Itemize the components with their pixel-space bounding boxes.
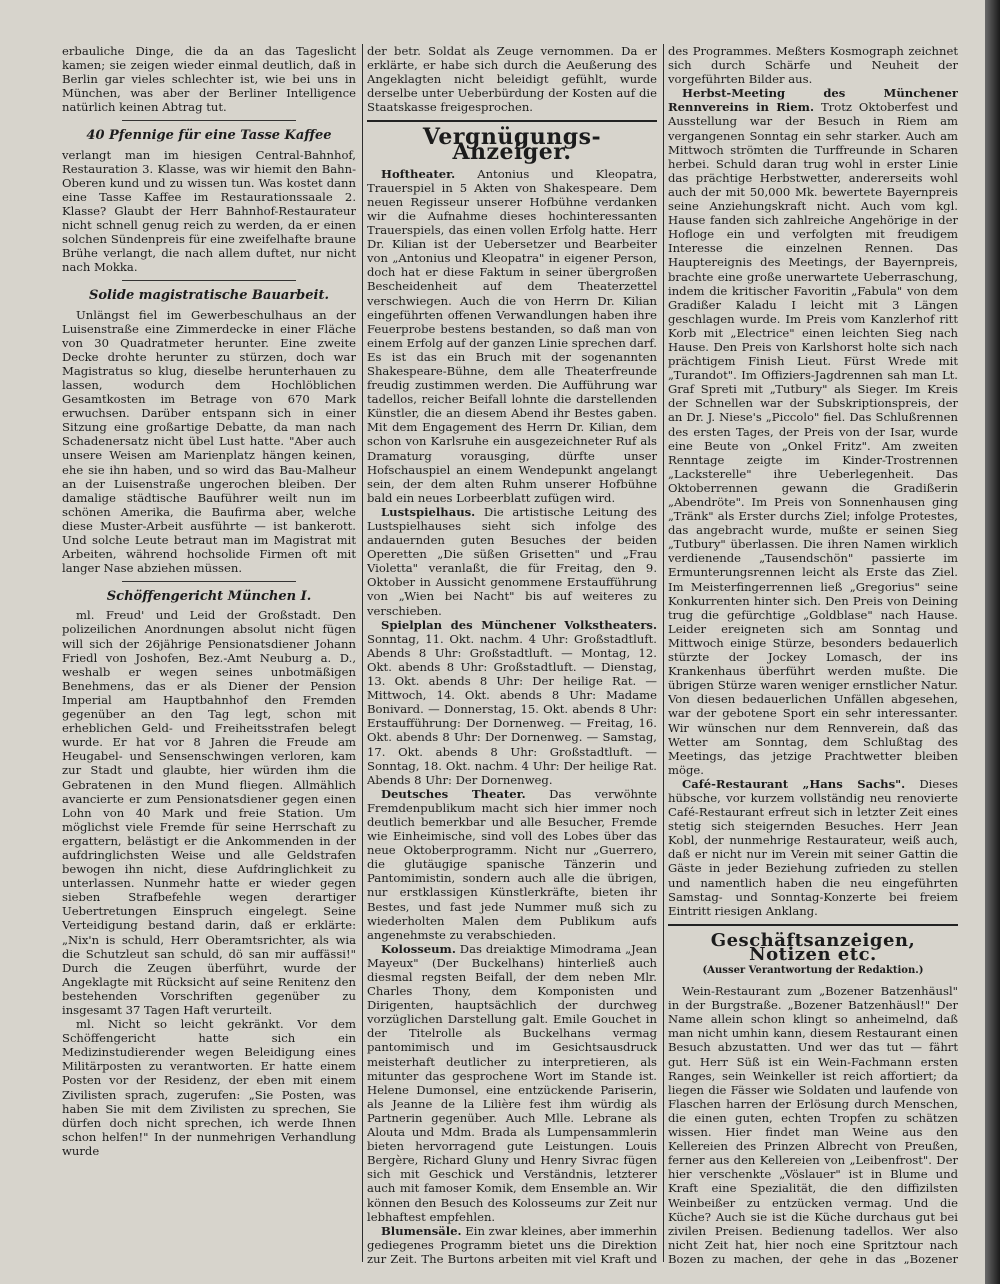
- lustspielhaus-lead: Lustspielhaus.: [381, 504, 476, 519]
- section-separator: [668, 924, 958, 926]
- hoftheater-lead: Hoftheater.: [381, 166, 456, 181]
- hoftheater-text: Antonius und Kleopatra, Trauerspiel in 5 Akten von Shakespeare. Dem neuen Regisseur unserer Hofbühne verdanken wir die Aufnahme dieses hochinteressanten Trauerspiels, das einen vollen Erfolg hatte. Herr Dr. Kilian ist der Uebersetzer und Bearbeiter von „Antonius und Kleopatra" in eigener Person, doch hat er diese Faktum in seiner übergroßen Bescheidenheit auf dem Theaterzettel verschwiegen. Auch die von Herrn Dr. Kilian eingeführten offenen Verwandlungen haben ihre Feuerprobe bestens bestanden, so daß man von einem Erfolg auf der ganzen Linie sprechen darf. Es ist das ein Bruch mit der sogenannten Shakespeare-Bühne, dem alle Theaterfreunde freudig zustimmen werden. Die Aufführung war tadellos, reicher Beifall lohnte die darstellenden Künstler, die an diesem Abend ihr Bestes gaben. Mit dem Engagement des Herrn Dr. Kilian, dem schon von Karlsruhe ein ausgezeichneter Ruf als Dramaturg vorausging, dürfte unser Hofschauspiel an einem Wendepunkt angelangt sein, der dem alten Ruhm unserer Hofbühne bald ein neues Lorbeerblatt zufügen wird.: [367, 166, 657, 505]
- column-3: [668, 44, 958, 1264]
- blumensaele-notice: [367, 1224, 657, 1264]
- volkstheater-notice: [367, 618, 657, 787]
- article-separator: [122, 581, 296, 582]
- herbst-lead: Herbst-Meeting des Münchener Rennvereins in Riem.: [668, 86, 958, 115]
- article-separator: [122, 120, 296, 121]
- col2-intro: der betr. Soldat als Zeuge vernommen. Da er erklärte, er habe sich durch die Aeußerung des Angeklagten nicht beleidigt gefühlt, wurde derselbe unter Ueberbürdung der Kosten auf die Staatskasse freigesprochen.: [367, 44, 657, 115]
- herbst-text: Trotz Oktoberfest und Ausstellung war der Besuch in Riem am vergangenen Sonntag ein sehr starker. Auch am Mittwoch strömten die Turffreunde in Scharen herbei. Schuld daran trug wohl in erster Linie das prächtige Herbstwetter, andererseits wohl auch der mit 50,000 Mk. bewertete Bayernpreis seine Anziehungskraft nicht. Auch vom kgl. Hause fanden sich zahlreiche Angehörige in der Hofloge ein und verfolgten mit freudigem Interesse die einzelnen Rennen. Das Hauptereignis des Meetings, der Bayernpreis, brachte eine große unerwartete Ueberraschung, indem die kritischer Favoritin „Fabula" von dem Gradißer Kaladu I leicht mit 3 Längen geschlagen wurde. Im Preis vom Kanzlerhof ritt Korb mit „Electrice" einen leichten Sieg nach Hause. Den Preis von Karlshorst holte sich nach prächtigem Finish Lieut. Fürst Wrede mit „Turandot". Im Offiziers-Jagdrennen sah man Lt. Graf Spreti mit „Tutbury" als Sieger. Im Kreis der Schnellen war der Subskriptionspreis, der an Dr. J. Niese's „Piccolo" fiel. Das Schlußrennen des ersten Tages, der Preis von der Isar, wurde eine Beute von „Onkel Fritz". Am zweiten Renntage zeigte im Kinder-Trostrennen „Lacksterelle" ihre Ueberlegenheit. Das Oktoberrennen gewann die Gradißerin „Abendröte". Im Preis von Sonnenhausen ging „Tränk" als Erster durchs Ziel; infolge Protestes, das angebracht wurde, mußte er seinen Sieg „Tutbury" überlassen. Die ihren Namen wirklich verdienende „Tausendschön" passierte im Ermunterungsrennen leicht als Erste das Ziel. Im Meisterfingerrennen ließ „Gregorius" seine Konkurrenten hinter sich. Den Preis von Deining trug die gefürchtige „Goldblase" nach Hause. Leider ereigneten sich am Sonntag und Mittwoch einige Stürze, besonders bedauerlich stürzte der Jockey Lomasch, der ins Krankenhaus überführt werden mußte. Die übrigen Stürze waren weniger ernstlicher Natur. Von diesen bedauerlichen Unfällen abgesehen, war der gebotene Sport ein sehr interessanter. Wir wünschen nur dem Rennverein, daß das Wetter am Sonntag, dem Schlußtag des Meetings, das jetzige Prachtwetter bleiben möge.: [668, 100, 958, 777]
- cafe-sachs-text: Dieses hübsche, vor kurzem vollständig neu renovierte Café-Restaurant erfreut sich in letzter Zeit eines stetig sich steigernden Besuches. Herr Jean Kobl, der nunmehrige Restaurateur, weiß auch, daß er nicht nur im Verein mit seiner Gattin die Gäste in jeder Beziehung zufrieden zu stellen und namentlich haben die neu eingeführten Samstag- und Sonntag-Konzerte bei freiem Eintritt riesigen Anklang.: [668, 776, 958, 918]
- cafe-hans-sachs-notice: [668, 777, 958, 918]
- schoeffen-case-1: ml. Freud' und Leid der Großstadt. Den polizeilichen Anordnungen absolut nicht fügen will sich der 26jährige Pensionatsdiener Johann Friedl von Joshofen, Bez.-Amt Neuburg a. D., weshalb er wegen seines unbotmäßigen Benehmens, das er als Diener der Pension Imperial am Hauptbahnhof den Fremden gegenüber an den Tag legt, schon mit erheblichen Geld- und Freiheitsstrafen belegt wurde. Er hat vor 8 Jahren die Freude am Heugabel- und Sensenschwingen verloren, kam zur Stadt und glaubte, hier würden ihm die Gebratenen in den Mund fliegen. Allmählich avancierte er zum Pensionatsdiener gegen einen Lohn von 40 Mark und freie Station. Um möglichst viele Fremde für seine Herrschaft zu ergattern, belästigt er die Ankommenden in der aufdringlichsten Weise und alle Geldstrafen bewogen ihn nicht, diese Aufdringlichkeit zu unterlassen. Nunmehr hatte er wieder gegen sieben Strafbefehle wegen derartiger Uebertretungen Einspruch eingelegt. Seine Verteidigung bestand darin, daß er erklärte: „Nix'n is schuld, Herr Oberamtsrichter, als wia die Schutzleut san schuld, dö san mir auffässi!" Durch die Zeugen überführt, wurde der Angeklagte mit Rücksicht auf seine Renitenz den bestehenden Vorschriften gegenüber zu insgesamt 37 Tagen Haft verurteilt.: [62, 608, 356, 1017]
- col1-intro: erbauliche Dinge, die da an das Tageslicht kamen; sie zeigen wieder einmal deutlich, daß in Berlin gar vieles schlechter ist, wie bei uns in München, was aber der Berliner Intelligence natürlich keinen Abtrag tut.: [62, 44, 356, 115]
- bozener-notice: Wein-Restaurant zum „Bozener Batzenhäusl" in der Burgstraße. „Bozener Batzenhäusl!" Der Name allein schon klingt so anheimelnd, daß man nicht umhin kann, diesem Restaurant einen Besuch abzustatten. Und wer das tut — fährt gut. Herr Süß ist ein Wein-Fachmann ersten Ranges, sein Weinkeller ist reich affortiert; da liegen die Fässer wie Soldaten und laufende von Flaschen harren der Erlösung durch Menschen, die einen guten, echten Tropfen zu schätzen wissen. Hier findet man Weine aus den Kellereien des Prinzen Albrecht von Preußen, ferner aus den Kellereien von „Leibenfrost". Der hier verschenkte „Vöslauer" ist in Blume und Kraft eine Spezialität, die den diffizilsten Weinbeißer zu entzücken vermag. Und die Küche? Auch sie ist die Küche durchaus gut bei zivilen Preisen. Bedienung tadellos. Wer also nicht Zeit hat, hier noch eine Spritztour nach Bozen zu machen, der gehe in das „Bozener: [668, 984, 958, 1264]
- kolosseum-notice: [367, 942, 657, 1224]
- article-separator: [122, 280, 296, 281]
- deutsches-text: Das verwöhnte Fremdenpublikum macht sich hier immer noch deutlich bemerkbar und alle Besucher, Fremde wie Einheimische, sind voll des Lobes über das neue Oktoberprogramm. Nicht nur „Guerrero, die glutäugige spanische Tänzerin und Pantomimistin, sondern auch alle die übrigen, nur erstklassigen Künstlerkräfte, bieten ihr Bestes, und fast jede Nummer muß sich zu wiederholten Malen dem Publikum aufs angenehmste zu verabschieden.: [367, 786, 657, 942]
- deutsches-lead: Deutsches Theater.: [381, 786, 526, 801]
- geschaeft-subtitle: (Ausser Verantwortung der Redaktion.): [702, 965, 924, 976]
- bauarbeit-article: Unlängst fiel im Gewerbeschulhaus an der Luisenstraße eine Zimmerdecke in einer Fläche von 30 Quadratmeter herunter. Eine zweite Decke drohte herunter zu stürzen, doch war Magistratus so klug, dieselbe herunterhauen zu lassen, wodurch dem Hochlöblichen Gesamtkosten im Betrage von 670 Mark erwuchsen. Darüber entspann sich in einer Sitzung eine großartige Debatte, da man nach Schadenersatz nicht übel Lust hatte. "Aber auch unsere Weisen am Marienplatz hängen keinen, ehe sie ihn haben, und so wird das Bau-Malheur an der Luisenstraße ungerochen bleiben. Der damalige städtische Bauführer weilt nun im schönen Amerika, die Baufirma aber, welche diese Muster-Arbeit ausführte — ist bankerott. Und solche Leute betraut man im Magistrat mit Arbeiten, während hochsolide Firmen oft mit langer Nase abziehen müssen.: [62, 307, 356, 576]
- blumensaele-text: Ein zwar kleines, aber immerhin gediegenes Programm bietet uns die Direktion zur Zeit. The Burtons arbeiten mit viel Kraft und: [367, 1223, 657, 1264]
- page-edge-shadow: [985, 0, 1000, 1284]
- column-2: [367, 44, 657, 1264]
- deutsches-theater-notice: [367, 787, 657, 942]
- lustspielhaus-notice: [367, 505, 657, 618]
- section-separator: [367, 120, 657, 122]
- kolosseum-lead: Kolosseum.: [381, 941, 456, 956]
- kaffee-headline: 40 Pfennige für eine Tasse Kaffee: [86, 128, 332, 144]
- lustspielhaus-text: Die artistische Leitung des Lustspielhauses sieht sich infolge des andauernden guten Besuches der beiden Operetten „Die süßen Grisetten" und „Frau Violetta" veranlaßt, die für Freitag, den 9. Oktober in Aussicht genommene Erstaufführung von „Wien bei Nacht" bis auf weiteres zu verschieben.: [367, 504, 657, 618]
- hoftheater-notice: [367, 167, 657, 505]
- schoeffen-headline: Schöffengericht München I.: [106, 589, 312, 605]
- volkstheater-text: Sonntag, 11. Okt. nachm. 4 Uhr: Großstadtluft. Abends 8 Uhr: Großstadtluft. — Montag, 12. Okt. abends 8 Uhr: Großstadtluft. — Dienstag, 13. Okt. abends 8 Uhr: Der heilige Rat. — Mittwoch, 14. Okt. abends 8 Uhr: Madame Bonivard. — Donnerstag, 15. Okt. abends 8 Uhr: Erstaufführung: Der Dornenweg. — Freitag, 16. Okt. abends 8 Uhr: Der Dornenweg. — Samstag, 17. Okt. abends 8 Uhr: Großstadtluft. — Sonntag, 18. Okt. nachm. 4 Uhr: Der heilige Rat. Abends 8 Uhr: Der Dornenweg.: [367, 631, 657, 787]
- vergnuegungs-headline: Vergnügungs-Anzeiger.: [422, 124, 602, 165]
- blumensaele-lead: Blumensäle.: [381, 1223, 462, 1238]
- geschaeft-headline: Geschäftsanzeigen, Notizen etc.: [710, 929, 916, 965]
- column-divider: [362, 44, 363, 1262]
- column-1: [62, 44, 356, 1264]
- schoeffen-case-2: ml. Nicht so leicht gekränkt. Vor dem Schöffengericht hatte sich ein Medizinstudierender wegen Beleidigung eines Militärposten zu verantworten. Er hatte einem Posten vor der Residenz, der eben mit einem Zivilisten sprach, zugerufen: „Sie Posten, was haben Sie mit dem Zivilisten zu sprechen, Sie dürfen doch nicht sprechen, ich werde Ihnen schon helfen!" In der nunmehrigen Verhandlung wurde: [62, 1017, 356, 1158]
- herbst-meeting-notice: [668, 86, 958, 777]
- kaffee-article: verlangt man im hiesigen Central-Bahnhof, Restauration 3. Klasse, was wir hiemit den Bahn-Oberen kund und zu wissen tun. Was kostet dann eine Tasse Kaffee im Restaurationssaale 2. Klasse? Glaubt der Herr Bahnhof-Restaurateur nicht schnell genug reich zu werden, da er einen solchen Sündenpreis für eine zweifelhafte braune Brühe verlangt, die nach allem duftet, nur nicht nach Mokka.: [62, 147, 356, 275]
- column-divider: [663, 44, 664, 1262]
- bauarbeit-headline: Solide magistratische Bauarbeit.: [88, 288, 330, 304]
- kolosseum-text: Das dreiaktige Mimodrama „Jean Mayeux" (Der Buckelhans) hinterließ auch diesmal regsten Beifall, der dem neben Mlr. Charles Thony, dem Komponisten und Dirigenten, hauptsächlich der durchweg vorzüglichen Darstellung galt. Emile Gouchet in der Titelrolle als Buckelhans vermag pantomimisch und im Gesichtsausdruck meisterhaft deutlicher zu interpretieren, als mitunter das gesprochene Wort im Stande ist. Helene Dumonsel, eine entzückende Pariserin, als Jeanne de la Lilière fest ihm würdig als Partnerin gegenüber. Auch Mlle. Lebrane als Alouta und Mdm. Brada als Lumpensammlerin bieten hervorragend gute Leistungen. Louis Bergère, Richard Gluny und Henry Sivrac fügen sich mit Geschick und Verständnis, letzterer auch mit famoser Komik, dem Ensemble an. Wir können den Besuch des Kolosseums zur Zeit nur lebhaftest empfehlen.: [367, 941, 657, 1224]
- cafe-sachs-lead: Café-Restaurant „Hans Sachs".: [682, 776, 906, 791]
- col3-intro: des Programmes. Meßters Kosmograph zeichnet sich durch Schärfe und Neuheit der vorgeführten Bilder aus.: [668, 44, 958, 87]
- volkstheater-lead: Spielplan des Münchener Volkstheaters.: [381, 617, 657, 632]
